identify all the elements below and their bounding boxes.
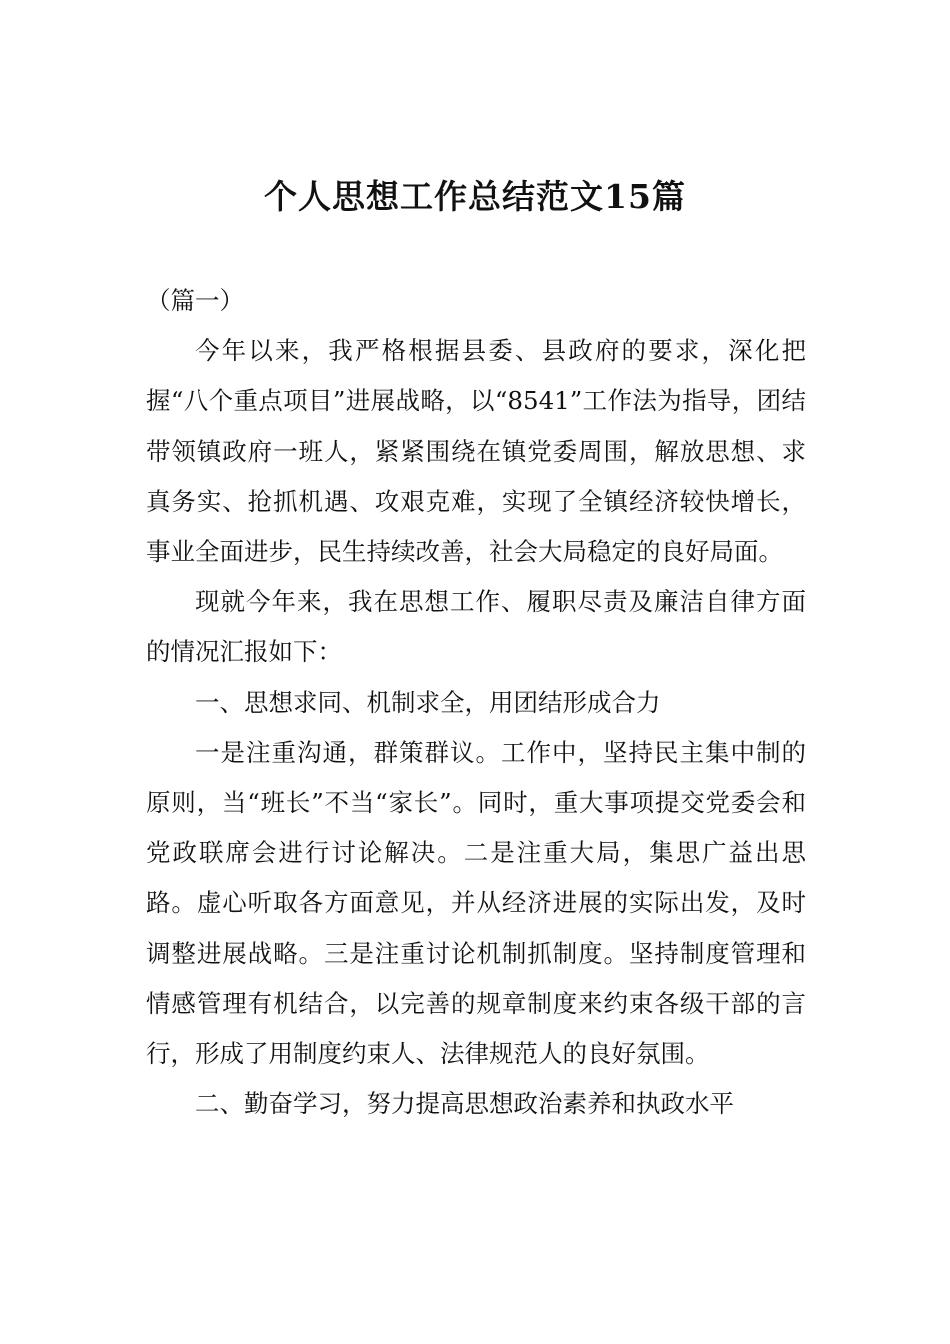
paragraph-intro: 今年以来，我严格根据县委、县政府的要求，深化把握“八个重点项目”进展战略，以“8541”工作法为指导，团结带领镇政府一班人，紧紧围绕在镇党委周围，解放思想、求真务实、抢抓机遇、攻艰克难，实现了全镇经济较快增长，事业全面进步，民生持续改善，社会大局稳定的良好局面。: [146, 336, 806, 567]
document-body: [146, 276, 806, 1129]
heading-section-one: 一、思想求同、机制求全，用团结形成合力: [195, 687, 661, 717]
heading-section-two: 二、勤奋学习，努力提高思想政治素养和执政水平: [195, 1089, 734, 1119]
section-label: （篇一）: [146, 286, 244, 315]
paragraph-report-lead: 现就今年来，我在思想工作、履职尽责及廉洁自律方面的情况汇报如下：: [146, 587, 806, 667]
document-title: 个人思想工作总结范文15篇: [264, 177, 686, 216]
paragraph-section-one-body: 一是注重沟通，群策群议。工作中，坚持民主集中制的原则，当“班长”不当“家长”。同时，重大事项提交党委会和党政联席会进行讨论解决。二是注重大局，集思广益出思路。虚心听取各方面意见，并从经济进展的实际出发，及时调整进展战略。三是注重讨论机制抓制度。坚持制度管理和情感管理有机结合，以完善的规章制度来约束各级干部的言行，形成了用制度约束人、法律规范人的良好氛围。: [146, 737, 806, 1069]
